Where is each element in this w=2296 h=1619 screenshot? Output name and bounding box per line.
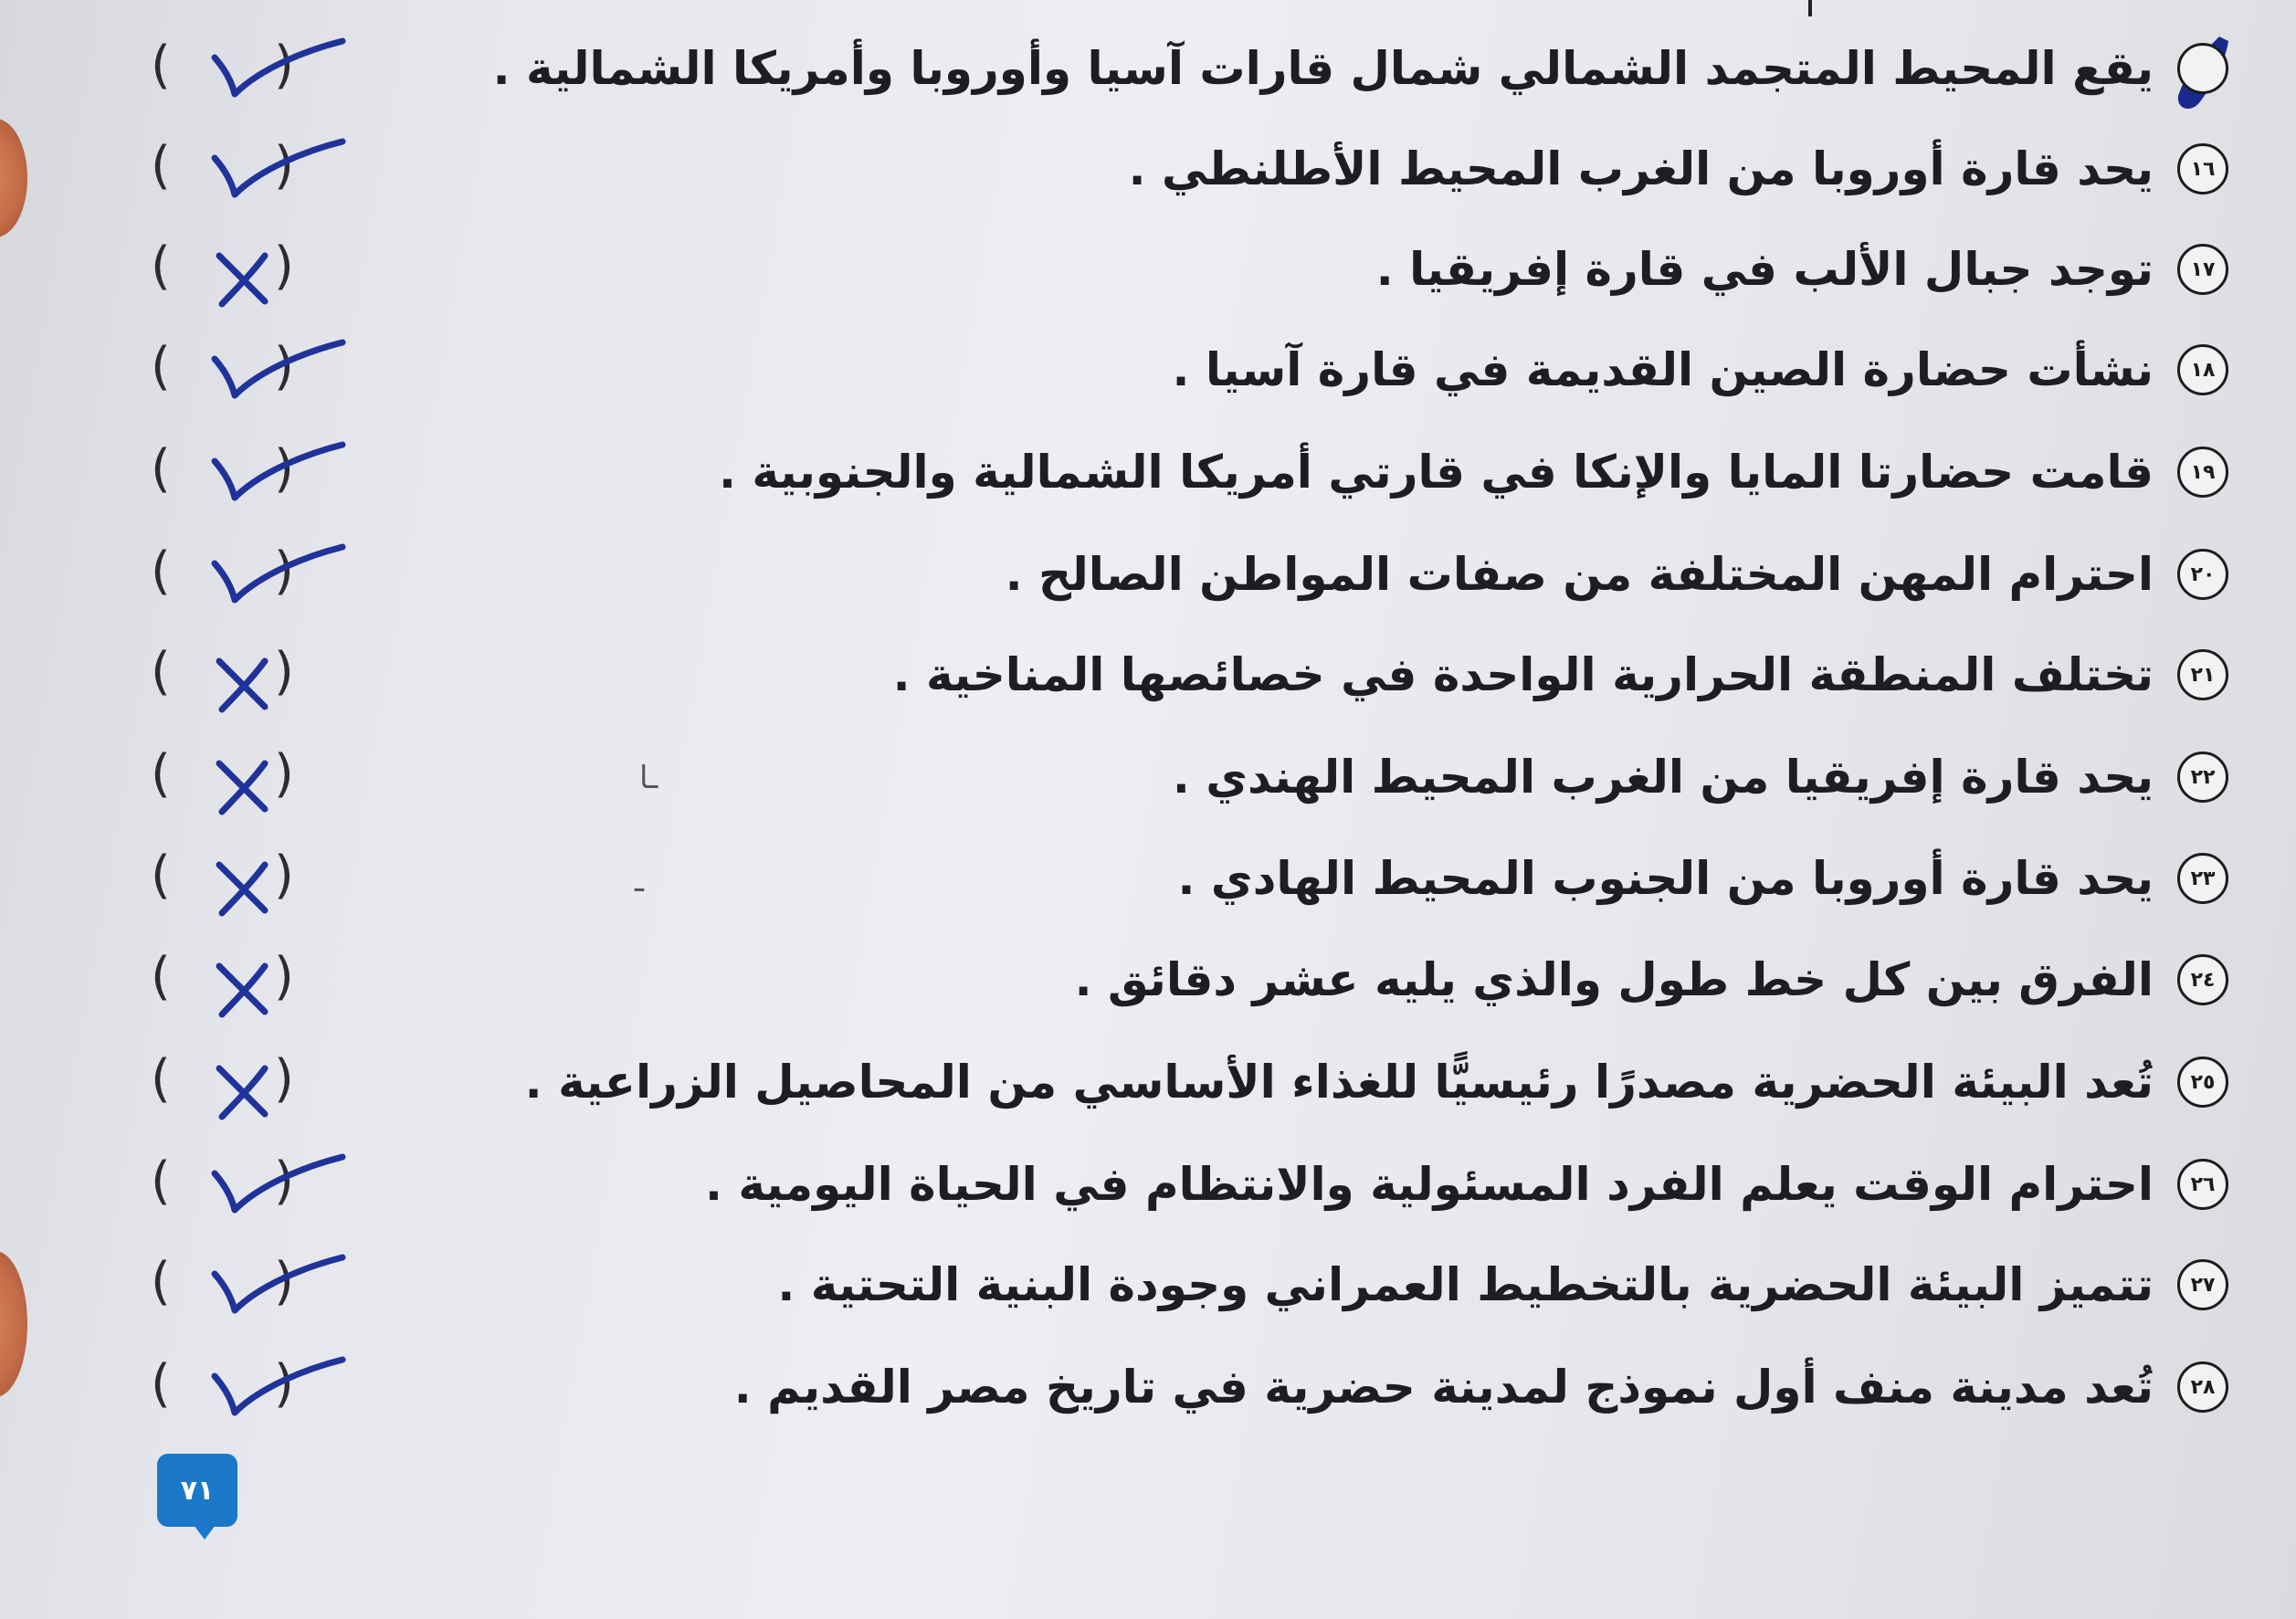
finger [0, 1251, 27, 1397]
close-paren: ) [274, 136, 294, 195]
question-number: ١٨ [2177, 344, 2228, 395]
answer-box[interactable] [151, 529, 324, 620]
cross-mark-icon [178, 1036, 370, 1137]
answer-box[interactable] [151, 629, 324, 720]
answer-box[interactable] [151, 1139, 324, 1230]
question-row [639, 533, 2228, 615]
close-paren: ) [274, 439, 294, 499]
open-paren: ( [151, 642, 171, 701]
question-text: تختلف المنطقة الحرارية الواحدة في خصائصها المناخية . [892, 648, 2154, 701]
question-row [639, 1244, 2228, 1326]
cross-mark-icon [178, 731, 370, 832]
close-paren: ) [274, 237, 294, 296]
question-row [639, 736, 2228, 818]
question-text: قامت حضارتا المايا والإنكا في قارتي أمريكا الشمالية والجنوبية . [719, 446, 2154, 499]
close-paren: ) [274, 541, 294, 601]
question-text: تُعد مدينة منف أول نموذج لمدينة حضرية في تاريخ مصر القديم . [733, 1361, 2154, 1414]
question-row [639, 1346, 2228, 1428]
question-number: ٢٥ [2177, 1057, 2228, 1108]
question-number: ٢٢ [2177, 752, 2228, 803]
close-paren: ) [274, 947, 294, 1006]
cross-mark-icon [178, 934, 370, 1035]
answer-box[interactable] [151, 123, 324, 215]
cross-mark-icon [178, 833, 370, 933]
open-paren: ( [151, 947, 171, 1006]
close-paren: ) [274, 642, 294, 701]
open-paren: ( [151, 541, 171, 601]
answer-box[interactable] [151, 1239, 324, 1330]
question-row [639, 939, 2228, 1021]
question-row [639, 228, 2228, 310]
question-row [639, 837, 2228, 920]
question-text: توجد جبال الألب في قارة إفريقيا . [1375, 243, 2154, 296]
answer-box[interactable] [151, 224, 324, 315]
question-text: تُعد البيئة الحضرية مصدرًا رئيسيًّا للغذاء الأساسي من المحاصيل الزراعية . [524, 1056, 2154, 1109]
question-number: ٢١ [2177, 649, 2228, 700]
close-paren: ) [274, 846, 294, 905]
close-paren: ) [274, 1151, 294, 1211]
question-number: ١٧ [2177, 244, 2228, 295]
open-paren: ( [151, 36, 171, 95]
question-text: يحد قارة أوروبا من الجنوب المحيط الهادي . [1177, 852, 2154, 905]
question-number: ١٦ [2177, 143, 2228, 194]
open-paren: ( [151, 1354, 171, 1414]
answer-box[interactable] [151, 731, 324, 823]
question-row [639, 634, 2228, 716]
question-text: الفرق بين كل خط طول والذي يليه عشر دقائق . [1074, 953, 2154, 1006]
open-paren: ( [151, 1252, 171, 1311]
close-paren: ) [274, 1252, 294, 1311]
checkmark-icon [178, 426, 370, 527]
answer-box[interactable] [151, 324, 324, 415]
close-paren: ) [274, 337, 294, 396]
open-paren: ( [151, 1049, 171, 1109]
checkmark-icon [178, 1239, 370, 1340]
margin-note: ـا [639, 760, 658, 796]
finger [0, 119, 27, 237]
answer-box[interactable] [151, 426, 324, 518]
close-paren: ) [274, 36, 294, 95]
question-number: ٢٨ [2177, 1361, 2228, 1413]
question-number: ٢٤ [2177, 954, 2228, 1005]
cross-mark-icon [178, 629, 370, 730]
question-row [639, 128, 2228, 210]
close-paren: ) [274, 1049, 294, 1109]
question-row [639, 431, 2228, 513]
answer-box[interactable] [151, 833, 324, 924]
checkmark-icon [178, 1341, 370, 1442]
checkmark-icon [178, 529, 370, 629]
question-number: ٢٠ [2177, 549, 2228, 600]
question-text: احترام المهن المختلفة من صفات المواطن الصالح . [1005, 548, 2154, 601]
answer-box[interactable] [151, 23, 324, 114]
answer-box[interactable] [151, 934, 324, 1025]
open-paren: ( [151, 136, 171, 195]
open-paren: ( [151, 1151, 171, 1211]
question-text: نشأت حضارة الصين القديمة في قارة آسيا . [1172, 343, 2154, 396]
checkmark-icon [178, 123, 370, 224]
question-number: ٢٦ [2177, 1159, 2228, 1210]
question-row [639, 329, 2228, 411]
checkmark-icon [178, 23, 370, 123]
answer-box[interactable] [151, 1341, 324, 1433]
question-row [639, 1143, 2228, 1225]
margin-note: ـ [635, 863, 644, 899]
close-paren: ) [274, 744, 294, 804]
page-number: ٧١ [180, 1474, 215, 1507]
question-number: ٢٣ [2177, 853, 2228, 904]
question-text: احترام الوقت يعلم الفرد المسئولية والانتظام في الحياة اليومية . [704, 1158, 2154, 1211]
checkmark-icon [178, 1139, 370, 1239]
close-paren: ) [274, 1354, 294, 1414]
question-row [524, 1041, 2228, 1123]
question-text: يقع المحيط المتجمد الشمالي شمال قارات آسيا وأوروبا وأمريكا الشمالية . [492, 42, 2154, 95]
question-text: يحد قارة أوروبا من الغرب المحيط الأطلنطي . [1128, 142, 2154, 195]
question-number: ٢٧ [2177, 1259, 2228, 1310]
question-number: ١٩ [2177, 447, 2228, 498]
checkmark-icon [178, 324, 370, 425]
open-paren: ( [151, 744, 171, 804]
page-edge [1808, 0, 1812, 16]
cross-mark-icon [178, 224, 370, 324]
question-text: تتميز البيئة الحضرية بالتخطيط العمراني وجودة البنية التحتية . [777, 1258, 2154, 1311]
open-paren: ( [151, 439, 171, 499]
question-number [2177, 43, 2228, 94]
answer-box[interactable] [151, 1036, 324, 1128]
question-text: يحد قارة إفريقيا من الغرب المحيط الهندي . [1172, 751, 2154, 804]
open-paren: ( [151, 337, 171, 396]
page-number-badge [157, 1454, 237, 1527]
question-row [492, 27, 2228, 110]
open-paren: ( [151, 846, 171, 905]
open-paren: ( [151, 237, 171, 296]
